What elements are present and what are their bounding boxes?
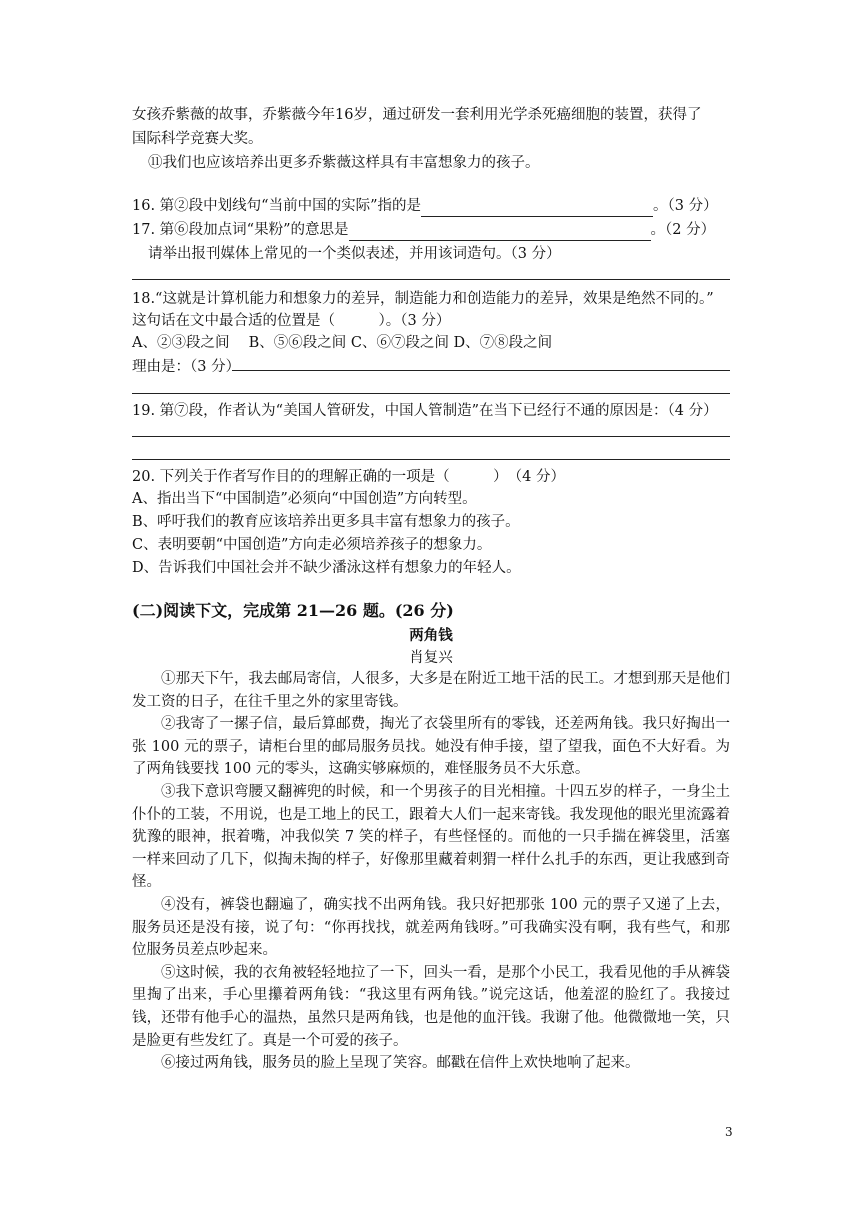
article-author: 肖复兴 (409, 650, 453, 666)
answer-line[interactable] (232, 370, 730, 371)
question-16-score: 。（3 分） (653, 198, 718, 214)
paragraph-4: ④没有，裤袋也翻遍了，确实找不出两角钱。我只好把那张 100 元的票子又递了上去，服务员还是没有接，说了句：“你再找找，就差两角钱呀。”可我确实没有啊，我有些气，和那位服务员差点吵起来。 (132, 896, 730, 959)
paragraph-line: 国际科学竞赛大奖。 (132, 131, 263, 147)
question-17-subtext: 请举出报刊媒体上常见的一个类似表述，并用该词造句。（3 分） (148, 246, 561, 262)
answer-blank[interactable] (421, 200, 653, 217)
question-16 (132, 195, 732, 217)
question-20-option-a[interactable]: A、指出当下“中国制造”必须向“中国创造”方向转型。 (132, 491, 477, 507)
paragraph-3: ③我下意识弯腰又翻裤兜的时候，和一个男孩子的目光相撞。十四五岁的样子，一身尘土仆仆的工装，不用说，也是工地上的民工，跟着大人们一起来寄钱。我发现他的眼光里流露着犹豫的眼神，抿着嘴，冲我似笑 7 笑的样子，有些怪怪的。而他的一只手揣在裤袋里，活塞一样来回动了几下，似掏未掏的样子，好像那里藏着刺猬一样什么扎手的东西，更让我感到奇怪。 (132, 783, 730, 891)
article-title: 两角钱 (409, 627, 453, 644)
paragraph-line: 女孩乔紫薇的故事，乔紫薇今年16岁，通过研发一套利用光学杀死癌细胞的装置，获得了 (132, 107, 702, 123)
answer-line[interactable] (132, 459, 730, 460)
paragraph-line: ⑪我们也应该培养出更多乔紫薇这样具有丰富想象力的孩子。 (148, 155, 540, 171)
page-number: 3 (725, 1125, 733, 1139)
paragraph-1: ①那天下午，我去邮局寄信，人很多，大多是在附近工地干活的民工。才想到那天是他们发工资的日子，在往千里之外的家里寄钱。 (132, 671, 730, 710)
question-18-reason-label: 理由是：（3 分） (132, 359, 241, 375)
answer-line[interactable] (132, 279, 730, 280)
question-18-stem: 18.“这就是计算机能力和想象力的差异，制造能力和创造能力的差异，效果是绝然不同的。” (132, 291, 714, 307)
question-18-options: A、②③段之间 B、⑤⑥段之间 C、⑥⑦段之间 D、⑦⑧段之间 (132, 335, 553, 351)
question-20-option-c[interactable]: C、表明要朝“中国创造”方向走必须培养孩子的想象力。 (132, 537, 492, 553)
question-17-score: 。（2 分） (650, 222, 716, 238)
question-18-stem-2: 这句话在文中最合适的位置是（ ）。（3 分） (132, 313, 451, 329)
question-17 (132, 219, 732, 241)
question-20-option-d[interactable]: D、告诉我们中国社会并不缺少潘泳这样有想象力的年轻人。 (132, 560, 521, 576)
article-body (132, 668, 730, 1075)
answer-line[interactable] (132, 393, 730, 394)
answer-blank[interactable] (349, 224, 651, 241)
paragraph-6: ⑥接过两角钱，服务员的脸上呈现了笑容。邮戳在信件上欢快地响了起来。 (161, 1055, 640, 1072)
section-heading: (二)阅读下文，完成第 21—26 题。(26 分) (132, 601, 454, 620)
paragraph-5: ⑤这时候，我的衣角被轻轻地拉了一下，回头一看，是那个小民工，我看见他的手从裤袋里掏了出来，手心里攥着两角钱：“我这里有两角钱。”说完这话，他羞涩的脸红了。我接过钱，还带有他手心的温热，虽然只是两角钱，也是他的血汗钱。我谢了他。他微微地一笑，只是脸更有些发红了。真是一个可爱的孩子。 (132, 964, 730, 1049)
question-20-stem: 20. 下列关于作者写作目的的理解正确的一项是（ ） （4 分） (132, 469, 566, 485)
question-18-reason (132, 356, 732, 378)
question-19: 19. 第⑦段，作者认为“美国人管研发，中国人管制造”在当下已经行不通的原因是：（4 分） (132, 403, 718, 419)
question-16-text: 16. 第②段中划线句“当前中国的实际”指的是 (132, 198, 421, 214)
paragraph-2: ②我寄了一摞子信，最后算邮费，掏光了衣袋里所有的零钱，还差两角钱。我只好掏出一张 100 元的票子，请柜台里的邮局服务员找。她没有伸手接，望了望我，面色不大好看。为了两角钱要找 100 元的零头，这确实够麻烦的，难怪服务员不大乐意。 (132, 716, 730, 778)
answer-line[interactable] (132, 436, 730, 437)
question-20-option-b[interactable]: B、呼吁我们的教育应该培养出更多具丰富有想象力的孩子。 (132, 514, 520, 530)
question-17-text: 17. 第⑥段加点词“果粉”的意思是 (132, 222, 349, 238)
